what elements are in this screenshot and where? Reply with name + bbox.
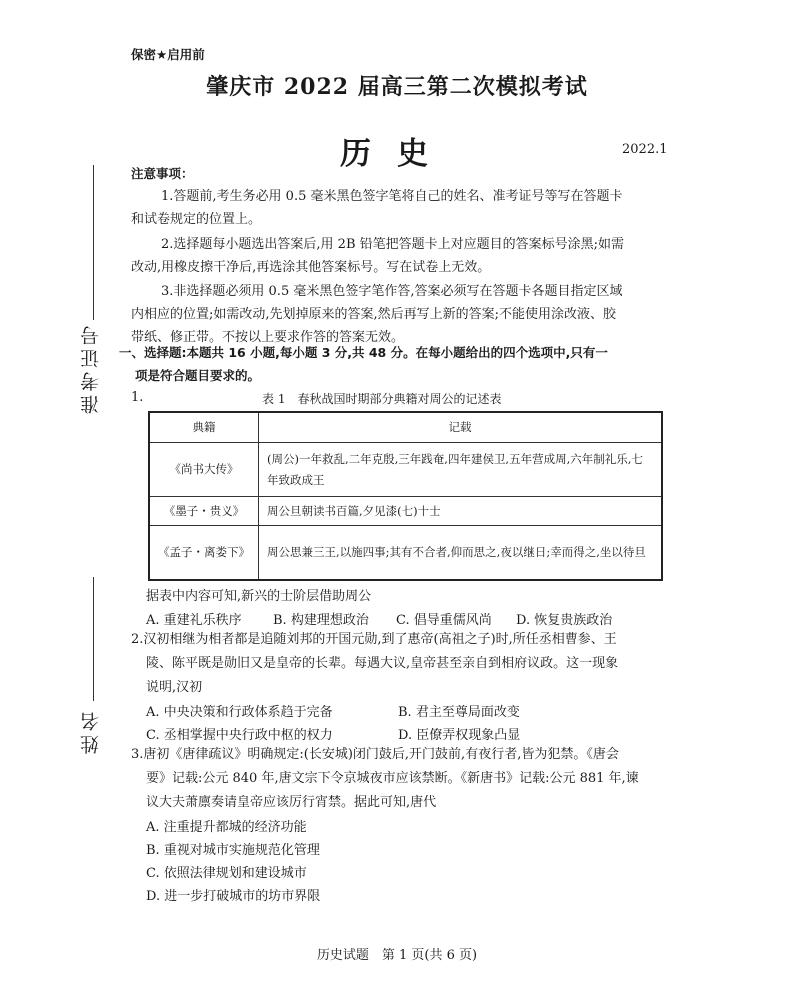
question-stem: 据表中内容可知,新兴的士阶层借助周公 (146, 589, 372, 604)
exam-date: 2022.1 (622, 142, 668, 157)
question-3-line3: 议大夫萧廪奏请皇帝应该厉行宵禁。据此可知,唐代 (146, 795, 437, 810)
question-3-line1: 3.唐初《唐律疏议》明确规定:(长安城)闭门鼓后,开门鼓前,有夜行者,皆为犯禁。《唐会 (131, 747, 619, 762)
exam-number-label: 准考证号 (80, 322, 102, 414)
table-row (149, 497, 662, 526)
table-cell-book: 《孟子・离娄下》 (149, 526, 259, 581)
question-3-line2: 要》记载:公元 840 年,唐文宗下令京城夜市应该禁断。《新唐书》记载:公元 881 年,谏 (146, 771, 639, 786)
table-row (149, 443, 662, 497)
table-cell-record: 周公旦朝读书百篇,夕见漆(七)十士 (259, 497, 663, 526)
notice-heading: 注意事项： (131, 166, 194, 181)
table-caption: 表 1 春秋战国时期部分典籍对周公的记述表 (262, 392, 502, 406)
confidential-label: 保密★启用前 (131, 47, 205, 62)
table-cell-record: 周公思兼三王,以施四事;其有不合者,仰而思之,夜以继日;幸而得之,坐以待旦 (259, 526, 663, 581)
name-label: 姓名 (80, 708, 102, 754)
option-b: B. 君主至尊局面改变 (398, 705, 520, 720)
page-footer: 历史试题 第 1 页(共 6 页) (316, 948, 478, 963)
table-1 (148, 411, 663, 581)
notice-item-3a: 3.非选择题必须用 0.5 毫米黑色签字笔作答,答案必须写在答题卡各题目指定区域 (161, 284, 623, 299)
margin-line-top (93, 165, 94, 320)
subject-title: 历史 (340, 136, 454, 172)
option-d: D. 恢复贵族政治 (516, 613, 613, 628)
exam-title: 肇庆市 2022 届高三第二次模拟考试 (206, 74, 588, 100)
option-d: D. 进一步打破城市的坊市界限 (146, 889, 321, 904)
question-2-line1: 2.汉初相继为相者都是追随刘邦的开国元勋,到了惠帝(高祖之子)时,所任丞相曹参、王 (131, 632, 617, 647)
option-b: B. 构建理想政治 (273, 613, 369, 628)
table-header-cell: 记载 (259, 412, 663, 443)
question-2-line3: 说明,汉初 (146, 680, 203, 695)
question-2-line2: 陵、陈平既是勋旧又是皇帝的长辈。每遇大议,皇帝甚至亲自到相府议政。这一现象 (146, 656, 619, 671)
question-number: 1. (131, 390, 144, 405)
notice-item-2a: 2.选择题每小题选出答案后,用 2B 铅笔把答题卡上对应题目的答案标号涂黑;如需 (161, 237, 625, 252)
table-row (149, 526, 662, 581)
notice-item-2b: 改动,用橡皮擦干净后,再选涂其他答案标号。写在试卷上无效。 (131, 260, 491, 275)
table-cell-record: (周公)一年救乱,二年克殷,三年践奄,四年建侯卫,五年营成周,六年制礼乐,七年致政成王 (259, 443, 663, 497)
option-a: A. 中央决策和行政体系趋于完备 (146, 705, 333, 720)
exam-number-field (93, 577, 94, 701)
option-a: A. 重建礼乐秩序 (146, 613, 242, 628)
option-c: C. 倡导重儒风尚 (396, 613, 492, 628)
option-d: D. 臣僚弄权现象凸显 (398, 728, 521, 743)
notice-item-3b: 内相应的位置;如需改动,先划掉原来的答案,然后再写上新的答案;不能使用涂改液、胶 (131, 307, 617, 322)
section-heading-line1: 一、选择题:本题共 16 小题,每小题 3 分,共 48 分。在每小题给出的四个选项中,只有一 (119, 345, 608, 360)
option-c: C. 丞相掌握中央行政中枢的权力 (146, 728, 333, 743)
table-cell-book: 《尚书大传》 (149, 443, 259, 497)
notice-item-1b: 和试卷规定的位置上。 (131, 212, 262, 227)
table-header-row (149, 412, 662, 443)
option-c: C. 依照法律规划和建设城市 (146, 866, 307, 881)
option-b: B. 重视对城市实施规范化管理 (146, 843, 320, 858)
option-a: A. 注重提升都城的经济功能 (146, 820, 307, 835)
section-heading-line2: 项是符合题目要求的。 (135, 368, 261, 383)
notice-item-1a: 1.答题前,考生务必用 0.5 毫米黑色签字笔将自己的姓名、准考证号等写在答题卡 (161, 189, 623, 204)
notice-item-3c: 带纸、修正带。不按以上要求作答的答案无效。 (131, 330, 405, 345)
table-header-cell: 典籍 (149, 412, 259, 443)
table-cell-book: 《墨子・贵义》 (149, 497, 259, 526)
